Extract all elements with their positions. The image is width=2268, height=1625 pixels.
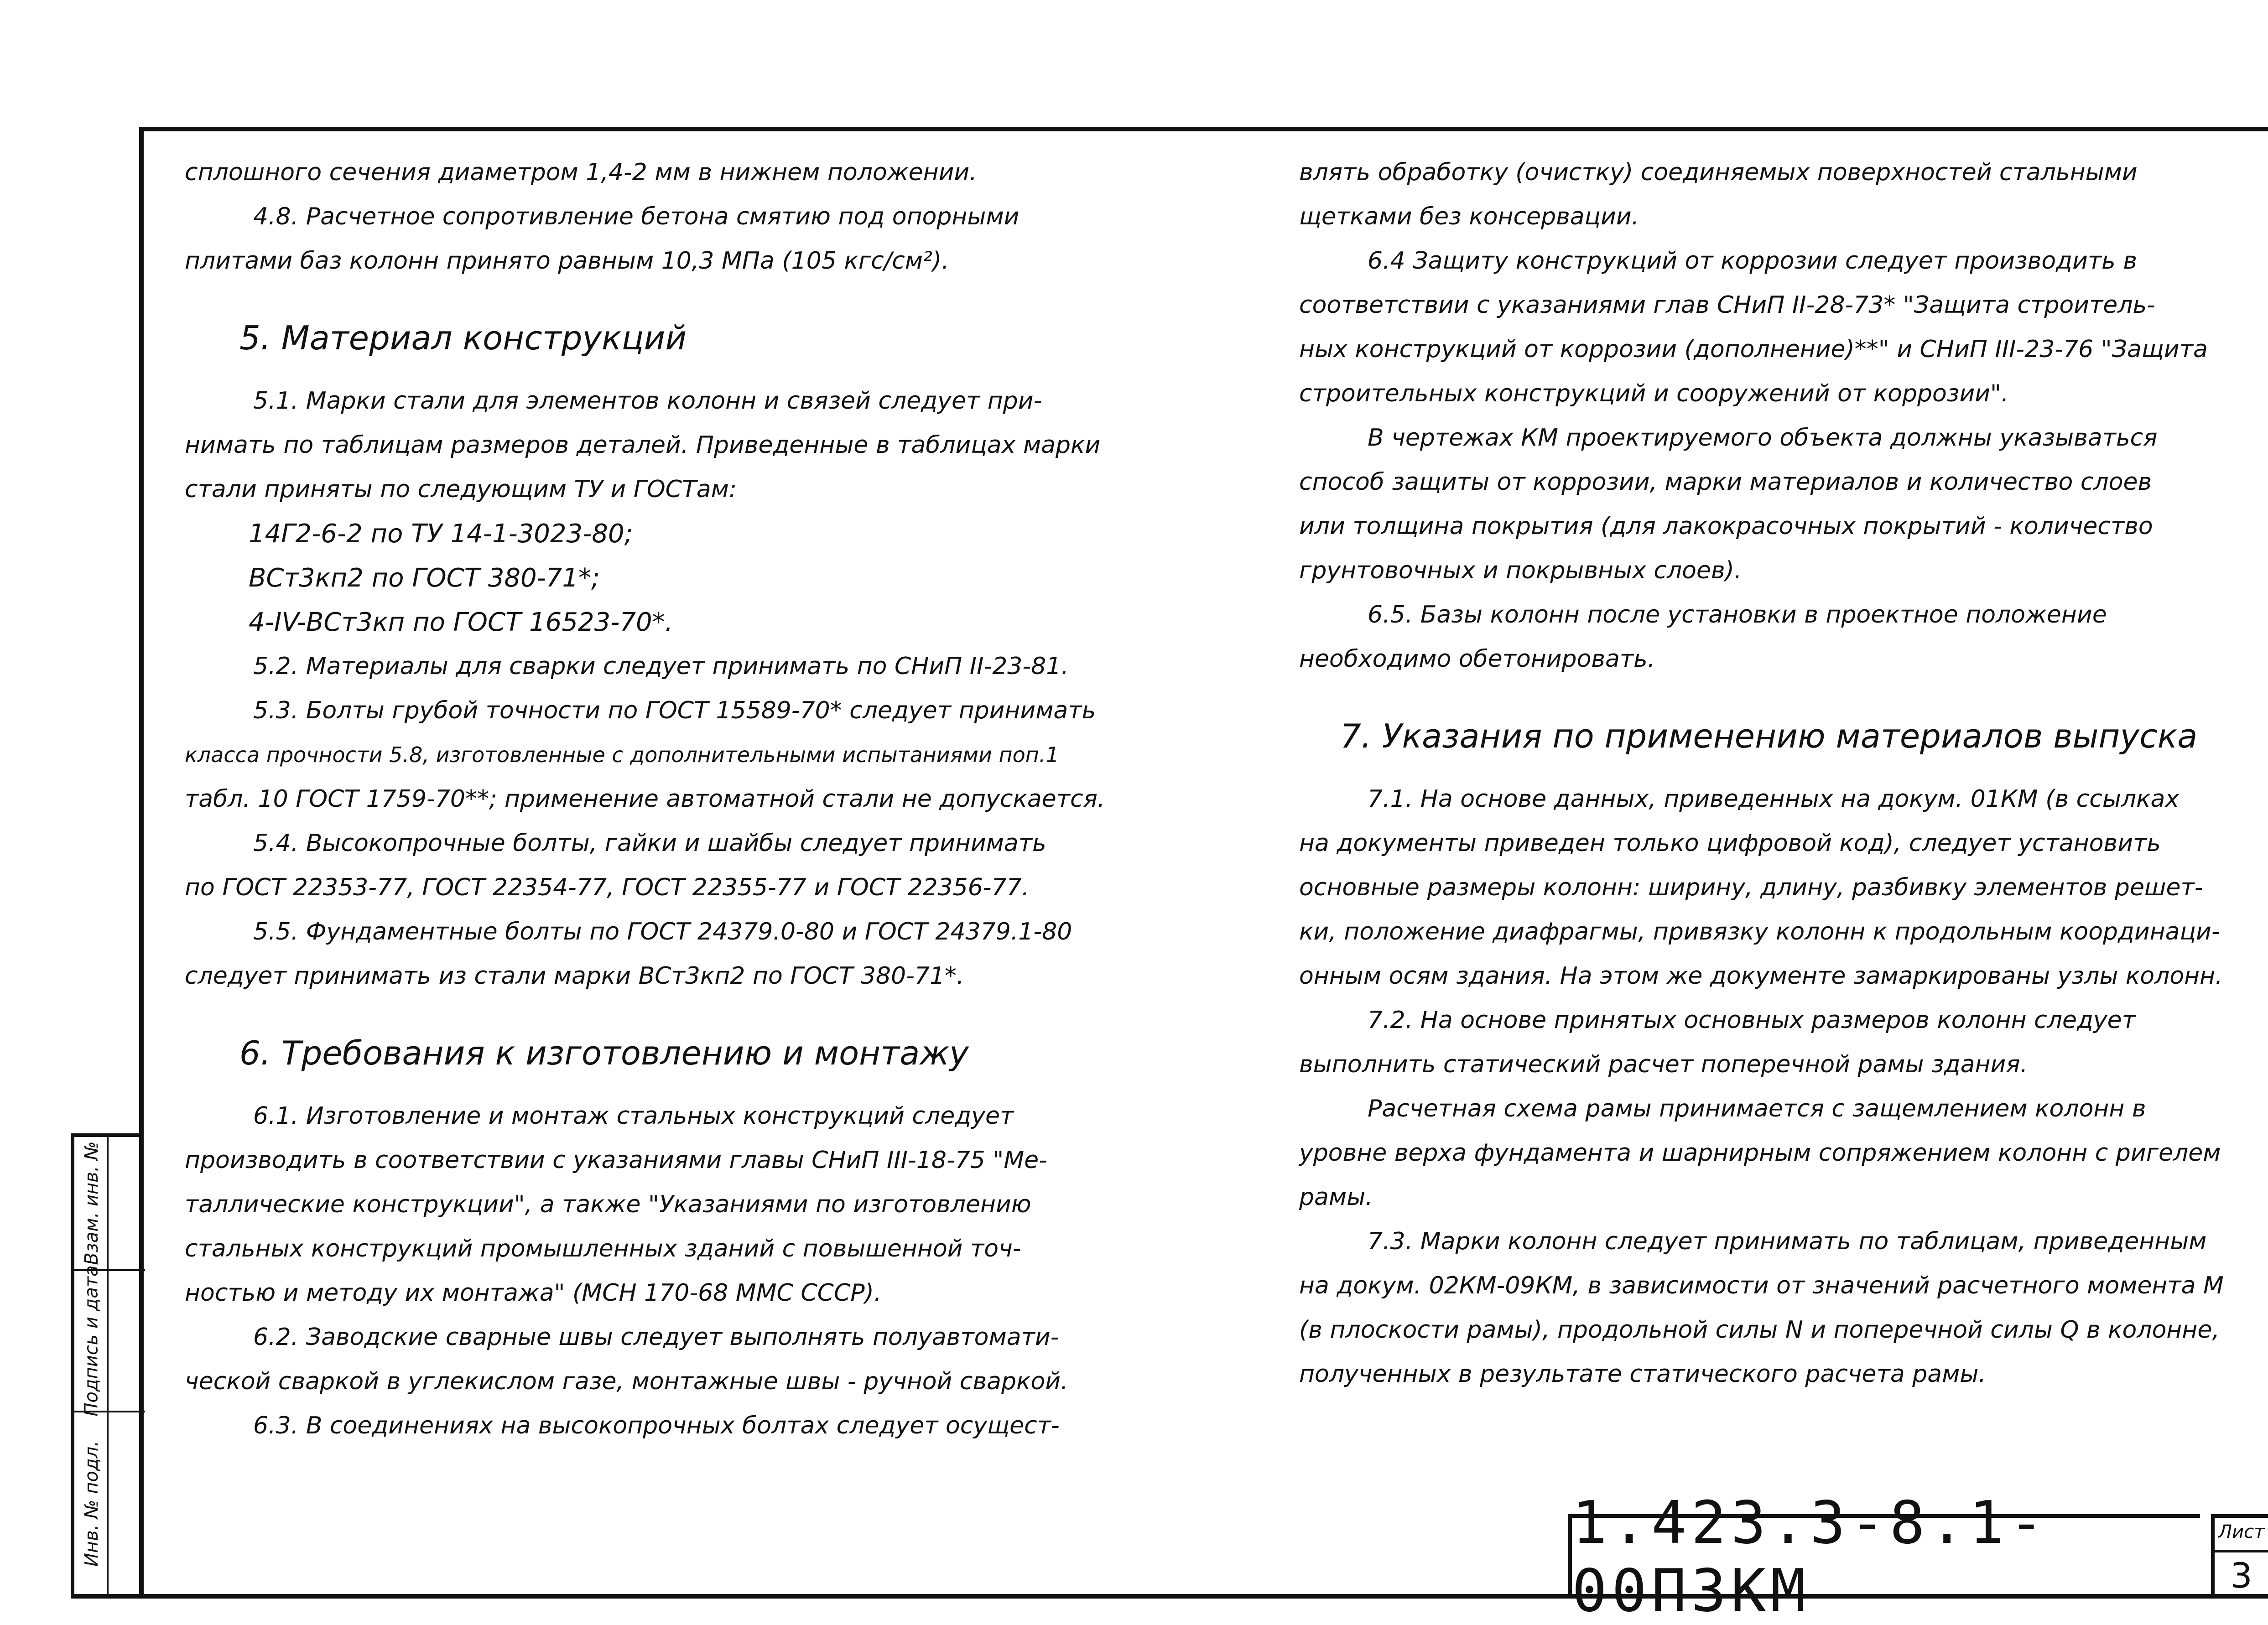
text-line: таллические конструкции", а также "Указаниями по изготовлению — [185, 1191, 1031, 1218]
section-heading: 6. Требования к изготовлению и монтажу — [239, 1034, 969, 1072]
text-line: онным осям здания. На этом же документе замаркированы узлы колонн. — [1299, 962, 2223, 990]
list-item: 4-IV-ВСт3кп по ГОСТ 16523-70*. — [249, 607, 673, 637]
text-line: 7.2. На основе принятых основных размеров колонн следует — [1368, 1007, 2136, 1034]
text-line: следует принимать из стали марки ВСт3кп2 по ГОСТ 380-71*. — [185, 962, 964, 990]
text-line: на документы приведен только цифровой код), следует установить — [1299, 830, 2161, 857]
text-line: плитами баз колонн принято равным 10,3 МПа (105 кгс/см²). — [185, 247, 949, 275]
text-line: 5.1. Марки стали для элементов колонн и связей следует при- — [253, 387, 1042, 415]
left-column — [185, 151, 1105, 1448]
document-designation-box — [1568, 1489, 2200, 1625]
text-line: по ГОСТ 22353-77, ГОСТ 22354-77, ГОСТ 22355-77 и ГОСТ 22356-77. — [185, 874, 1030, 901]
sheet-box-divider — [2215, 1550, 2268, 1552]
text-line: выполнить статический расчет поперечной рамы здания. — [1299, 1051, 2028, 1078]
side-stamp-cell: Взам. инв. № — [81, 1141, 102, 1265]
text-line: 5.5. Фундаментные болты по ГОСТ 24379.0-80 и ГОСТ 24379.1-80 — [253, 918, 1072, 945]
side-stamp — [71, 1133, 141, 1596]
text-line: производить в соответствии с указаниями главы СНиП III-18-75 "Ме- — [185, 1147, 1047, 1174]
side-stamp-cell: Подпись и дата — [81, 1265, 102, 1417]
text-line: основные размеры колонн: ширину, длину, разбивку элементов решет- — [1299, 874, 2203, 901]
text-line: грунтовочных и покрывных слоев). — [1299, 557, 1742, 584]
sheet-number: 3 — [2230, 1555, 2252, 1596]
text-line: на докум. 02КМ-09КМ, в зависимости от значений расчетного момента М — [1299, 1272, 2224, 1299]
text-line: ностью и методу их монтажа" (МСН 170-68 ММС СССР). — [185, 1279, 882, 1307]
text-line: Расчетная схема рамы принимается с защемлением колонн в — [1368, 1095, 2146, 1122]
document-designation: 1.423.3-8.1-00П3КМ — [1572, 1489, 2049, 1625]
text-line: необходимо обетонировать. — [1299, 645, 1655, 673]
text-line: 5.3. Болты грубой точности по ГОСТ 15589-70* следует принимать — [253, 697, 1096, 724]
text-line: 6.2. Заводские сварные швы следует выполнять полуавтомати- — [253, 1324, 1059, 1351]
text-line: стальных конструкций промышленных зданий с повышенной точ- — [185, 1235, 1021, 1262]
text-line: 6.1. Изготовление и монтаж стальных конструкций следует — [253, 1102, 1014, 1130]
text-line: способ защиты от коррозии, марки материалов и количество слоев — [1299, 468, 2152, 496]
text-line: В чертежах КМ проектируемого объекта должны указываться — [1368, 424, 2158, 452]
text-line: нимать по таблицам размеров деталей. Приведенные в таблицах марки — [185, 431, 1101, 459]
list-item: ВСт3кп2 по ГОСТ 380-71*; — [249, 563, 600, 593]
text-line: стали приняты по следующим ТУ и ГОСТам: — [185, 476, 737, 503]
text-line: строительных конструкций и сооружений от коррозии". — [1299, 380, 2009, 407]
text-line: 5.4. Высокопрочные болты, гайки и шайбы следует принимать — [253, 830, 1046, 857]
text-line: 4.8. Расчетное сопротивление бетона смятию под опорными — [253, 203, 1020, 230]
text-line: табл. 10 ГОСТ 1759-70**; применение автоматной стали не допускается. — [185, 785, 1105, 813]
right-column — [1299, 151, 2239, 1397]
text-line: влять обработку (очистку) соединяемых поверхностей стальными — [1299, 159, 2138, 186]
text-line: щетками без консервации. — [1299, 203, 1639, 230]
list-item: 14Г2-6-2 по ТУ 14-1-3023-80; — [249, 519, 633, 549]
text-line: рамы. — [1299, 1184, 1373, 1211]
text-line: (в плоскости рамы), продольной силы N и поперечной силы Q в колонне, — [1299, 1316, 2220, 1344]
text-line: 6.5. Базы колонн после установки в проектное положение — [1368, 601, 2107, 628]
sheet-label: Лист — [2218, 1521, 2265, 1542]
text-line: соответствии с указаниями глав СНиП II-28-73* "Защита строитель- — [1299, 291, 2155, 319]
text-line: класса прочности 5.8, изготовленные с дополнительными испытаниями поп.1 — [185, 742, 1059, 767]
side-stamp-cell: Инв. № подл. — [81, 1441, 102, 1567]
text-line: 6.4 Защиту конструкций от коррозии следует производить в — [1368, 247, 2138, 275]
text-line: 7.3. Марки колонн следует принимать по таблицам, приведенным — [1368, 1228, 2207, 1255]
text-line: ческой сваркой в углекислом газе, монтажные швы - ручной сваркой. — [185, 1368, 1068, 1395]
text-line: сплошного сечения диаметром 1,4-2 мм в нижнем положении. — [185, 159, 977, 186]
text-line: ных конструкций от коррозии (дополнение)**" и СНиП III-23-76 "Защита — [1299, 336, 2208, 363]
text-line: уровне верха фундамента и шарнирным сопряжением колонн с ригелем — [1299, 1139, 2221, 1167]
section-heading: 7. Указания по применению материалов выпуска — [1340, 717, 2198, 755]
sheet-number-box — [2211, 1514, 2268, 1596]
section-heading: 5. Материал конструкций — [239, 319, 687, 357]
text-line: 5.2. Материалы для сварки следует принимать по СНиП II-23-81. — [253, 653, 1069, 680]
text-line: полученных в результате статического расчета рамы. — [1299, 1360, 1986, 1388]
text-line: или толщина покрытия (для лакокрасочных покрытий - количество — [1299, 513, 2153, 540]
text-line: ки, положение диафрагмы, привязку колонн к продольным координаци- — [1299, 918, 2220, 945]
frame-top-border — [139, 127, 2268, 131]
text-line: 7.1. На основе данных, приведенных на докум. 01КМ (в ссылках — [1368, 785, 2180, 813]
text-line: 6.3. В соединениях на высокопрочных болтах следует осущест- — [253, 1412, 1060, 1439]
